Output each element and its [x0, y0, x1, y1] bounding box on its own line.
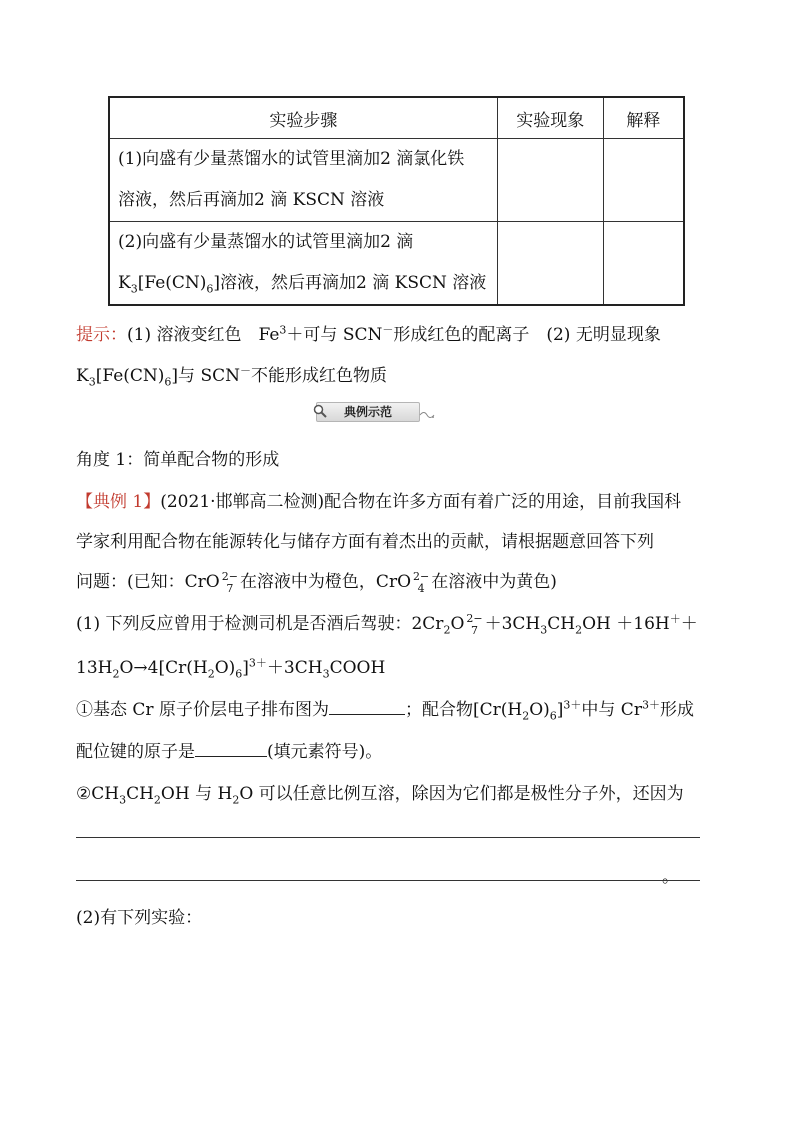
q2-line: (2)有下列实验：	[76, 908, 203, 928]
table-row	[109, 222, 684, 306]
hint-line-2: $K_3[Fe(CN)_6]$与 SCN－不能形成红色物质	[76, 364, 387, 389]
hint-label: 提示：	[76, 325, 127, 345]
sub2-line: $②CH_3CH_2OH$ 与 $H_2O$ 可以任意比例互溶，除因为它们都是极性分子外，还因为	[76, 784, 684, 807]
step-text: $K_3[Fe(CN)_6]$溶液，然后再滴加2 滴 KSCN 溶液	[118, 273, 487, 296]
hint-line-1: 提示：(1) 溶液变红色 $Fe^3+$可与 SCN－形成红色的配离子 (2) 无明显现象	[76, 323, 661, 345]
decoration-swirl-icon	[419, 407, 435, 425]
answer-line[interactable]	[76, 837, 700, 838]
explanation-cell	[603, 222, 684, 306]
example-line-1: 【典例 1】(2021·邯郸高二检测)配合物在许多方面有着广泛的用途，目前我国科	[76, 492, 682, 512]
explanation-cell	[603, 139, 684, 222]
header-step: 实验步骤	[109, 97, 497, 139]
sub1-line-2: 配位键的原子是 (填元素符号)。	[76, 742, 383, 762]
example-tag: 【典例 1】	[76, 492, 161, 512]
answer-blank[interactable]	[329, 698, 405, 715]
q1-line-2: $13H_2O\to 4[Cr(H_2O)_6]^{3+}+3CH_3COOH$	[76, 656, 386, 681]
example-line-2: 学家利用配合物在能源转化与储存方面有着杰出的贡献，请根据题意回答下列	[76, 532, 654, 552]
step-text: (1)向盛有少量蒸馏水的试管里滴加2 滴氯化铁	[118, 149, 465, 169]
phenomenon-cell	[497, 139, 603, 222]
step-text: 溶液，然后再滴加2 滴 KSCN 溶液	[118, 190, 385, 210]
table-row	[109, 139, 684, 222]
table-header-row	[109, 97, 684, 139]
phenomenon-cell	[497, 222, 603, 306]
angle-heading: 角度 1：简单配合物的形成	[76, 450, 280, 470]
answer-blank[interactable]	[195, 740, 267, 757]
header-phenomenon: 实验现象	[497, 97, 603, 139]
experiment-table	[108, 96, 685, 306]
sub1-line-1: ①基态 Cr 原子价层电子排布图为 ；配合物$[Cr(H_2O)_6]^{3+}$中与 $Cr^{3+}$形成	[76, 698, 694, 723]
q1-line-1: (1) 下列反应曾用于检测司机是否酒后驾驶：$2Cr_2O$ 2− 7 $+3CH_3CH_2OH +16H^++$	[76, 611, 698, 637]
example-line-3: 问题：(已知：CrO 2− 7 在溶液中为橙色，CrO 2− 4 在溶液中为黄色)	[76, 569, 557, 595]
header-explanation: 解释	[603, 97, 684, 139]
answer-period: 。	[662, 867, 679, 887]
answer-line[interactable]	[76, 880, 700, 881]
magnifier-icon	[313, 404, 327, 423]
step-text: (2)向盛有少量蒸馏水的试管里滴加2 滴	[118, 232, 414, 252]
step-cell	[109, 139, 497, 222]
step-cell	[109, 222, 497, 306]
example-badge: 典例示范	[316, 402, 420, 422]
